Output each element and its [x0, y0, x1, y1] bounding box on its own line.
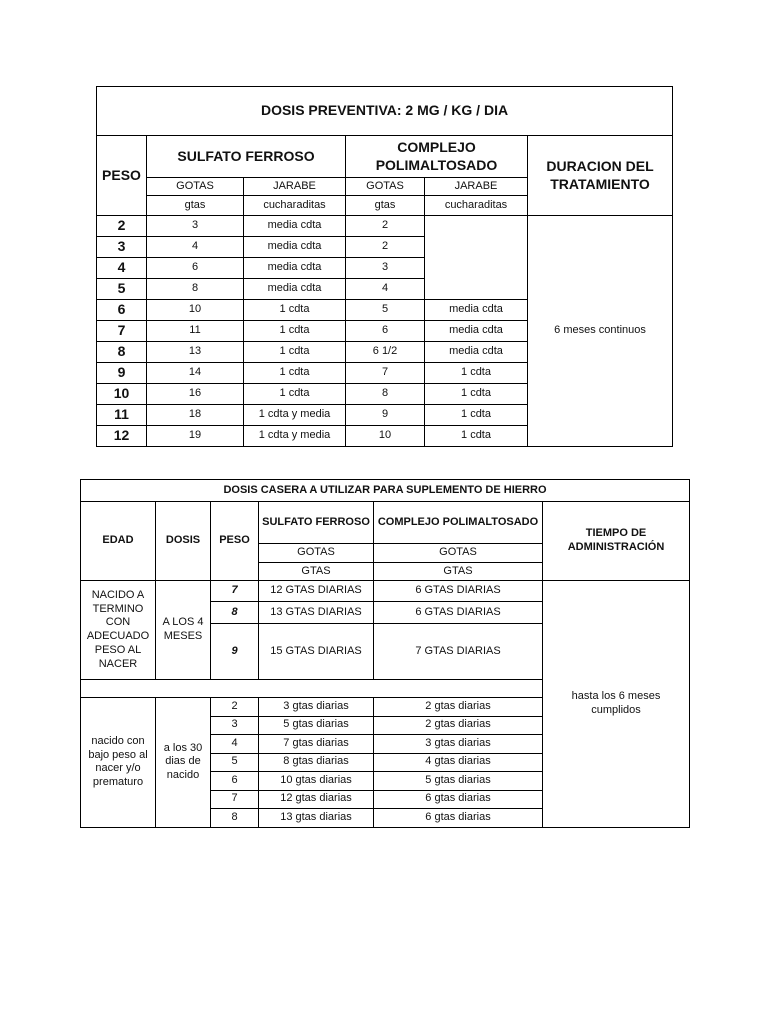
table1-row-cp-gotas: 6 1/2: [346, 342, 425, 363]
table1-row-sf-jarabe: 1 cdta: [244, 384, 346, 405]
table1-row-sf-gotas: 14: [147, 363, 244, 384]
table1-row-sf-gotas: 6: [147, 258, 244, 279]
table1-row-sf-jarabe: 1 cdta: [244, 300, 346, 321]
table1-row-peso: 8: [97, 342, 147, 363]
table2-row-complejo: 6 GTAS DIARIAS: [374, 581, 543, 602]
table1-row-sf-gotas: 19: [147, 426, 244, 447]
table2-group1-dosis: A LOS 4 MESES: [156, 581, 211, 680]
table1-row-sf-gotas: 16: [147, 384, 244, 405]
table1-header-duracion: DURACION DEL TRATAMIENTO: [528, 136, 673, 216]
table2-row-sulfato: 12 GTAS DIARIAS: [259, 581, 374, 602]
table1-row-peso: 2: [97, 216, 147, 237]
table1-sub-cp-jarabe: JARABE: [425, 178, 528, 196]
table1-row-cp-gotas: 5: [346, 300, 425, 321]
table2-row-complejo: 7 GTAS DIARIAS: [374, 624, 543, 680]
table1-row-cp-gotas: 2: [346, 237, 425, 258]
table2-row-sulfato: 15 GTAS DIARIAS: [259, 624, 374, 680]
table1-sub-sf-jarabe: JARABE: [244, 178, 346, 196]
table2-sub-sf-gotas: GOTAS: [259, 544, 374, 563]
table1-row-cp-jarabe: 1 cdta: [425, 426, 528, 447]
table1-row-cp-gotas: 8: [346, 384, 425, 405]
table2-tiempo-value: hasta los 6 meses cumplidos: [543, 581, 690, 828]
table1-header-sulfato: SULFATO FERROSO: [147, 136, 346, 178]
table1-row-peso: 7: [97, 321, 147, 342]
table1-row-cp-jarabe: media cdta: [425, 300, 528, 321]
table1-row-sf-jarabe: 1 cdta: [244, 363, 346, 384]
table1-row-cp-gotas: 6: [346, 321, 425, 342]
table2-row-sulfato: 8 gtas diarias: [259, 753, 374, 772]
table1-row-sf-gotas: 8: [147, 279, 244, 300]
table2-title: DOSIS CASERA A UTILIZAR PARA SUPLEMENTO DE HIERRO: [81, 480, 690, 502]
table2-row-sulfato: 7 gtas diarias: [259, 735, 374, 754]
table1-row-cp-gotas: 2: [346, 216, 425, 237]
table2-row-complejo: 2 gtas diarias: [374, 716, 543, 735]
table1-row-cp-gotas: 7: [346, 363, 425, 384]
table1-row-sf-jarabe: 1 cdta: [244, 321, 346, 342]
table1-row-sf-jarabe: 1 cdta: [244, 342, 346, 363]
table1-cp-jarabe-empty: [425, 216, 528, 300]
table2-row-peso: 8: [211, 602, 259, 624]
table2-header-peso: PESO: [211, 502, 259, 581]
table1-row-cp-jarabe: 1 cdta: [425, 405, 528, 426]
table1-row-cp-jarabe: media cdta: [425, 342, 528, 363]
table2-row-peso: 9: [211, 624, 259, 680]
table2-row-complejo: 3 gtas diarias: [374, 735, 543, 754]
table2-row-sulfato: 13 gtas diarias: [259, 809, 374, 828]
home-dose-table: [80, 479, 690, 828]
table1-row-peso: 3: [97, 237, 147, 258]
table2-row-complejo: 2 gtas diarias: [374, 698, 543, 717]
table1-unit-cp-cucharaditas: cucharaditas: [425, 196, 528, 216]
table1-row-peso: 6: [97, 300, 147, 321]
table1-row-sf-gotas: 18: [147, 405, 244, 426]
table2-row-peso: 7: [211, 581, 259, 602]
table2-row-sulfato: 3 gtas diarias: [259, 698, 374, 717]
table1-duracion-value: 6 meses continuos: [528, 216, 673, 447]
table1-row-peso: 4: [97, 258, 147, 279]
table2-row-sulfato: 5 gtas diarias: [259, 716, 374, 735]
table2-header-edad: EDAD: [81, 502, 156, 581]
table1-row-sf-jarabe: media cdta: [244, 279, 346, 300]
table1-row-peso: 9: [97, 363, 147, 384]
table2-header-complejo: COMPLEJO POLIMALTOSADO: [374, 502, 543, 544]
table1-row-peso: 5: [97, 279, 147, 300]
table2-group2-dosis: a los 30 dias de nacido: [156, 698, 211, 828]
table2-group2-edad: nacido con bajo peso al nacer y/o prematuro: [81, 698, 156, 828]
table2-row-peso: 6: [211, 772, 259, 791]
table2-row-peso: 2: [211, 698, 259, 717]
table1-row-sf-jarabe: media cdta: [244, 216, 346, 237]
table2-spacer-row: [81, 680, 543, 698]
table2-row-peso: 5: [211, 753, 259, 772]
table2-row-peso: 4: [211, 735, 259, 754]
table1-title: DOSIS PREVENTIVA: 2 MG / KG / DIA: [97, 87, 673, 136]
table1-row-peso: 10: [97, 384, 147, 405]
table2-row-peso: 3: [211, 716, 259, 735]
table1-row-cp-gotas: 3: [346, 258, 425, 279]
table1-sub-cp-gotas: GOTAS: [346, 178, 425, 196]
table2-row-complejo: 5 gtas diarias: [374, 772, 543, 791]
table1-unit-sf-cucharaditas: cucharaditas: [244, 196, 346, 216]
table2-row-peso: 7: [211, 790, 259, 809]
table1-row-sf-gotas: 11: [147, 321, 244, 342]
table2-row-complejo: 4 gtas diarias: [374, 753, 543, 772]
table2-sub-cp-gotas: GOTAS: [374, 544, 543, 563]
table1-row-peso: 11: [97, 405, 147, 426]
table1-row-sf-gotas: 10: [147, 300, 244, 321]
table2-header-sulfato: SULFATO FERROSO: [259, 502, 374, 544]
table2-header-tiempo: TIEMPO DE ADMINISTRACIÓN: [543, 502, 690, 581]
table1-row-sf-jarabe: media cdta: [244, 237, 346, 258]
table2-group1-edad: NACIDO A TERMINO CON ADECUADO PESO AL NACER: [81, 581, 156, 680]
table1-sub-sf-gotas: GOTAS: [147, 178, 244, 196]
table1-row-cp-jarabe: media cdta: [425, 321, 528, 342]
table2-row-peso: 8: [211, 809, 259, 828]
table2-unit-cp-gtas: GTAS: [374, 563, 543, 581]
table2-header-dosis: DOSIS: [156, 502, 211, 581]
table2-row-sulfato: 12 gtas diarias: [259, 790, 374, 809]
table1-unit-sf-gtas: gtas: [147, 196, 244, 216]
table1-row-cp-jarabe: 1 cdta: [425, 363, 528, 384]
table1-row-cp-gotas: 9: [346, 405, 425, 426]
table1-row-sf-jarabe: media cdta: [244, 258, 346, 279]
table1-row-cp-gotas: 10: [346, 426, 425, 447]
table1-row-peso: 12: [97, 426, 147, 447]
table1-row-sf-jarabe: 1 cdta y media: [244, 405, 346, 426]
table1-unit-cp-gtas: gtas: [346, 196, 425, 216]
preventive-dose-table: [96, 86, 673, 447]
table2-row-complejo: 6 GTAS DIARIAS: [374, 602, 543, 624]
table1-row-sf-gotas: 4: [147, 237, 244, 258]
table1-row-sf-jarabe: 1 cdta y media: [244, 426, 346, 447]
table1-header-complejo: COMPLEJO POLIMALTOSADO: [346, 136, 528, 178]
table1-row-sf-gotas: 13: [147, 342, 244, 363]
table2-row-sulfato: 13 GTAS DIARIAS: [259, 602, 374, 624]
table1-row-cp-gotas: 4: [346, 279, 425, 300]
table1-row-cp-jarabe: 1 cdta: [425, 384, 528, 405]
table1-row-sf-gotas: 3: [147, 216, 244, 237]
table2-row-complejo: 6 gtas diarias: [374, 809, 543, 828]
table1-header-peso: PESO: [97, 136, 147, 216]
table2-row-complejo: 6 gtas diarias: [374, 790, 543, 809]
table2-row-sulfato: 10 gtas diarias: [259, 772, 374, 791]
table2-unit-sf-gtas: GTAS: [259, 563, 374, 581]
